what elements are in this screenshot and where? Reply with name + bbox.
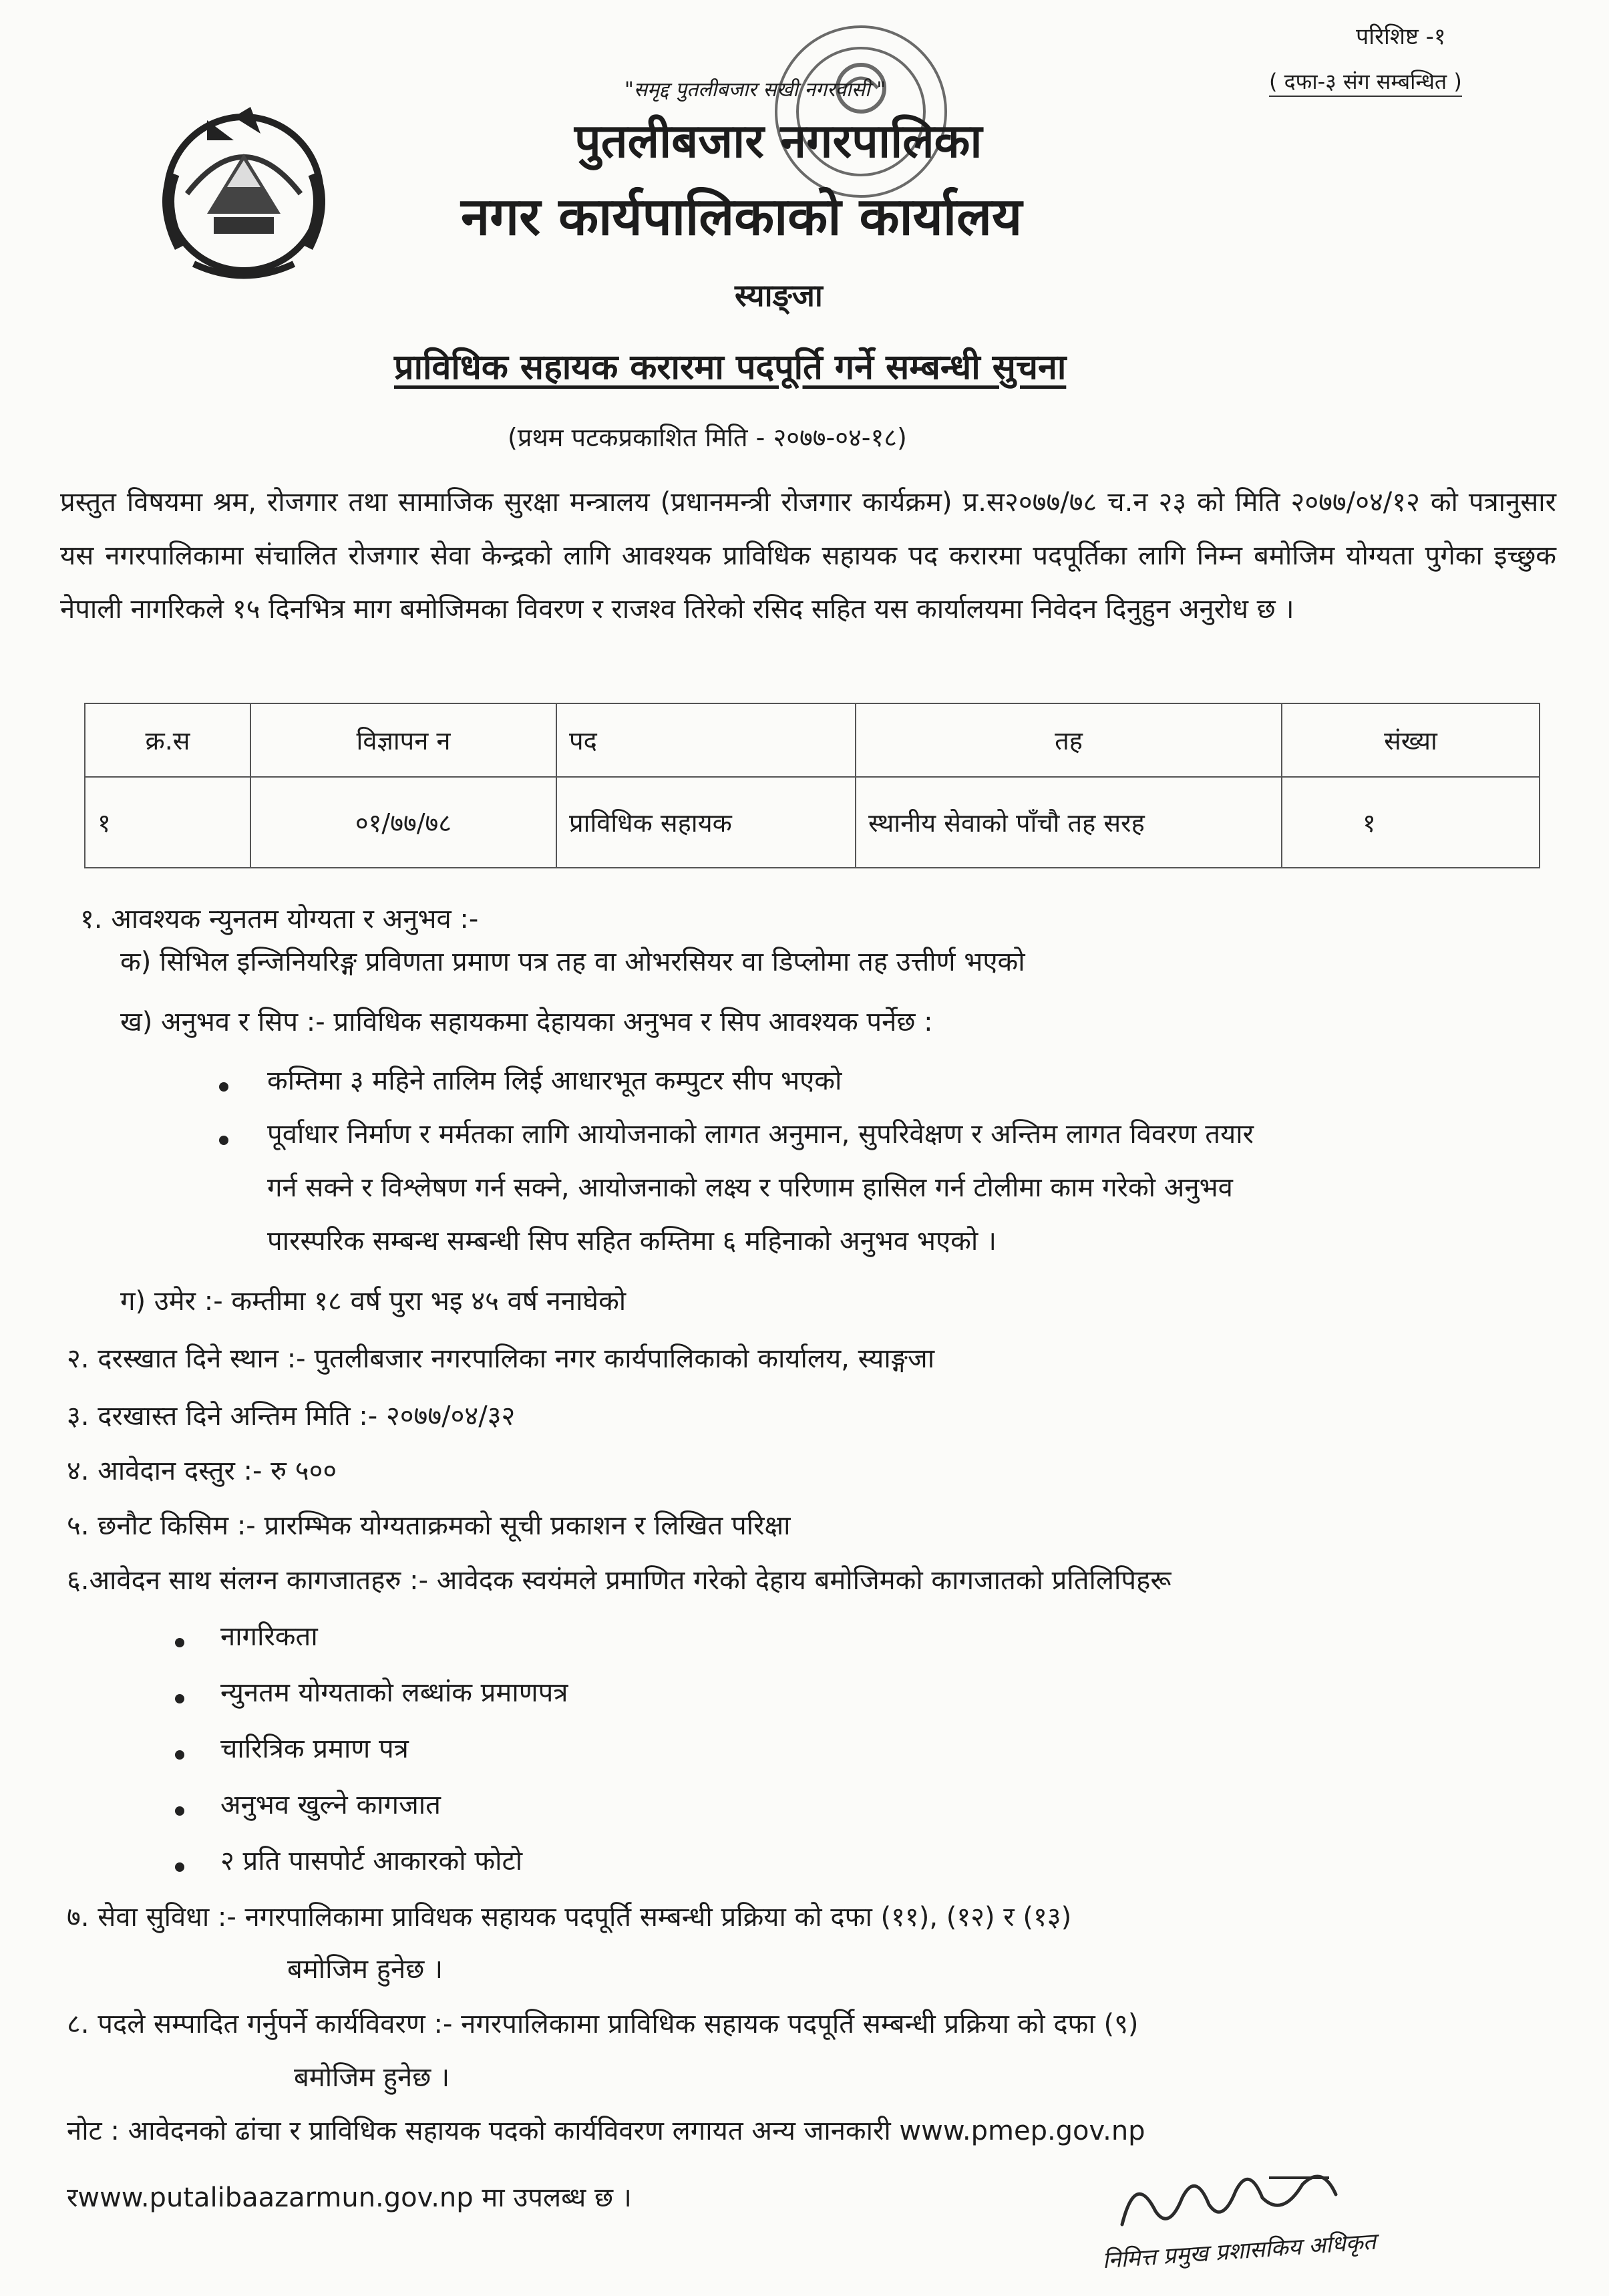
- kha-bullet-2-line-2: गर्न सक्ने र विश्लेषण गर्न सक्ने, आयोजनाको लक्ष्य र परिणाम हासिल गर्न टोलीमा काम गरेको अनुभव: [267, 1172, 1233, 1203]
- document-item: २ प्रति पासपोर्ट आकारको फोटो: [220, 1846, 523, 1876]
- vacancy-table: [84, 703, 1540, 868]
- nepal-emblem-icon: [134, 94, 354, 294]
- col-header-sn: क्र.स: [85, 703, 250, 777]
- item-7-facilities-cont: बमोजिम हुनेछ ।: [287, 1954, 443, 1985]
- document-item: न्युनतम योग्यताको लब्धांक प्रमाणपत्र: [220, 1677, 568, 1708]
- item-6-documents: ६.आवेदन साथ संलग्न कागजातहरु :- आवेदक स्वयंमले प्रमाणित गरेको देहाय बमोजिमको कागजातको प्रतिलिपिहरू: [67, 1565, 1172, 1596]
- publication-date: (प्रथम पटकप्रकाशित मिति - २०७७-०४-१८): [508, 423, 907, 452]
- municipality-name: पुतलीबजार नगरपालिका: [574, 114, 982, 168]
- cell-sn: १: [85, 777, 250, 868]
- document-item: अनुभव खुल्ने कागजात: [220, 1790, 441, 1820]
- kha-bullet-2-line-3: पारस्परिक सम्बन्ध सम्बन्धी सिप सहित कम्तिमा ६ महिनाको अनुभव भएको ।: [267, 1226, 997, 1257]
- requirement-ga: ग) उमेर :- कम्तीमा १८ वर्ष पुरा भइ ४५ वर्ष ननाघेको: [120, 1286, 627, 1317]
- table-header-row: [85, 703, 1540, 777]
- requirement-ka: क) सिभिल इन्जिनियरिङ्ग प्रविणता प्रमाण पत्र तह वा ओभरसियर वा डिप्लोमा तह उत्तीर्ण भएको: [120, 947, 1025, 977]
- cell-ad-no: ०१/७७/७८: [250, 777, 556, 868]
- col-header-ad-no: विज्ञापन न: [250, 703, 556, 777]
- cell-level: स्थानीय सेवाको पाँचौ तह सरह: [856, 777, 1282, 868]
- item-8-duties: ८. पदले सम्पादित गर्नुपर्ने कार्यविवरण :- नगरपालिकामा प्राविधिक सहायक पदपूर्ति सम्बन्धी प्रक्रिया को दफा (९): [67, 2009, 1139, 2039]
- item-8-duties-cont: बमोजिम हुनेछ ।: [294, 2062, 450, 2093]
- bullet-icon: [175, 1694, 184, 1703]
- handwritten-signature: [1109, 2158, 1429, 2238]
- annex-title: परिशिष्ट -१: [1356, 23, 1446, 50]
- bullet-icon: [219, 1082, 228, 1092]
- bullet-icon: [175, 1862, 184, 1872]
- col-header-count: संख्या: [1282, 703, 1540, 777]
- cell-post: प्राविधिक सहायक: [556, 777, 856, 868]
- item-4-fee: ४. आवेदान दस्तुर :- रु ५००: [67, 1456, 337, 1486]
- item-5-selection: ५. छनौट किसिम :- प्रारम्भिक योग्यताक्रमको सूची प्रकाशन र लिखित परिक्षा: [67, 1510, 791, 1541]
- office-name: नगर कार्यपालिकाको कार्यालय: [461, 187, 1023, 247]
- intro-paragraph: प्रस्तुत विषयमा श्रम, रोजगार तथा सामाजिक सुरक्षा मन्त्रालय (प्रधानमन्त्री रोजगार कार्यक्रम) प्र.स२०७७/७८ च.न २३ को मिति २०७७/०४/१२ को पत्रानुसार यस नगरपालिकामा संचालित रोजगार सेवा केन्द्रको लागि आवश्यक प्राविधिक सहायक पद करारमा पदपूर्तिका लागि निम्न बमोजिम योग्यता पुगेका इच्छुक नेपाली नागरिकले १५ दिनभित्र माग बमोजिमका विवरण र राजश्व तिरेको रसिद सहित यस कार्यालयमा निवेदन दिनुहुन अनुरोध छ ।: [60, 487, 1556, 625]
- item-2-location: २. दरस्खात दिने स्थान :- पुतलीबजार नगरपालिका नगर कार्यपालिकाको कार्यालय, स्याङ्गजा: [67, 1343, 935, 1374]
- municipality-slogan: "समृद्द पुतलीबजार सखी नगरवासी ": [624, 78, 886, 102]
- col-header-level: तह: [856, 703, 1282, 777]
- bullet-icon: [175, 1806, 184, 1816]
- document-item: नागरिकता: [220, 1621, 318, 1652]
- kha-bullet-2-line-1: पूर्वाधार निर्माण र मर्मतका लागि आयोजनाको लागत अनुमान, सुपरिवेक्षण र अन्तिम लागत विवरण तयार: [267, 1119, 1254, 1150]
- bullet-icon: [175, 1638, 184, 1647]
- kha-bullet-1: कम्तिमा ३ महिने तालिम लिई आधारभूत कम्पुटर सीप भएको: [267, 1065, 842, 1096]
- bullet-icon: [175, 1750, 184, 1760]
- table-row: [85, 777, 1540, 868]
- requirement-kha: ख) अनुभव र सिप :- प्राविधिक सहायकमा देहायका अनुभव र सिप आवश्यक पर्नेछ :: [120, 1007, 933, 1037]
- col-header-post: पद: [556, 703, 856, 777]
- item-7-facilities: ७. सेवा सुविधा :- नगरपालिकामा प्राविधक सहायक पदपूर्ति सम्बन्धी प्रक्रिया को दफा (११), (१२) र (१३): [67, 1902, 1072, 1933]
- signatory-title: निमित्त प्रमुख प्रशासकिय अधिकृत: [1101, 2228, 1377, 2275]
- note-line-1: नोट : आवेदनको ढांचा र प्राविधिक सहायक पदको कार्यविवरण लगायत अन्य जानकारी www.pmep.gov.np: [67, 2116, 1145, 2146]
- district-name: स्याङ्जा: [735, 277, 823, 313]
- annex-subtitle: ( दफा-३ संग सम्बन्धित ): [1269, 67, 1462, 97]
- item-3-deadline: ३. दरखास्त दिने अन्तिम मिति :- २०७७/०४/३२: [67, 1401, 516, 1432]
- document-item: चारित्रिक प्रमाण पत्र: [220, 1734, 409, 1764]
- cell-count: १: [1282, 777, 1540, 868]
- note-line-2: रwww.putalibaazarmun.gov.np मा उपलब्ध छ ।: [67, 2182, 632, 2213]
- requirements-heading: १. आवश्यक न्युनतम योग्यता र अनुभव :-: [80, 904, 479, 935]
- bullet-icon: [219, 1136, 228, 1145]
- notice-subject: प्राविधिक सहायक करारमा पदपूर्ति गर्ने सम्बन्धी सुचना: [394, 347, 1067, 387]
